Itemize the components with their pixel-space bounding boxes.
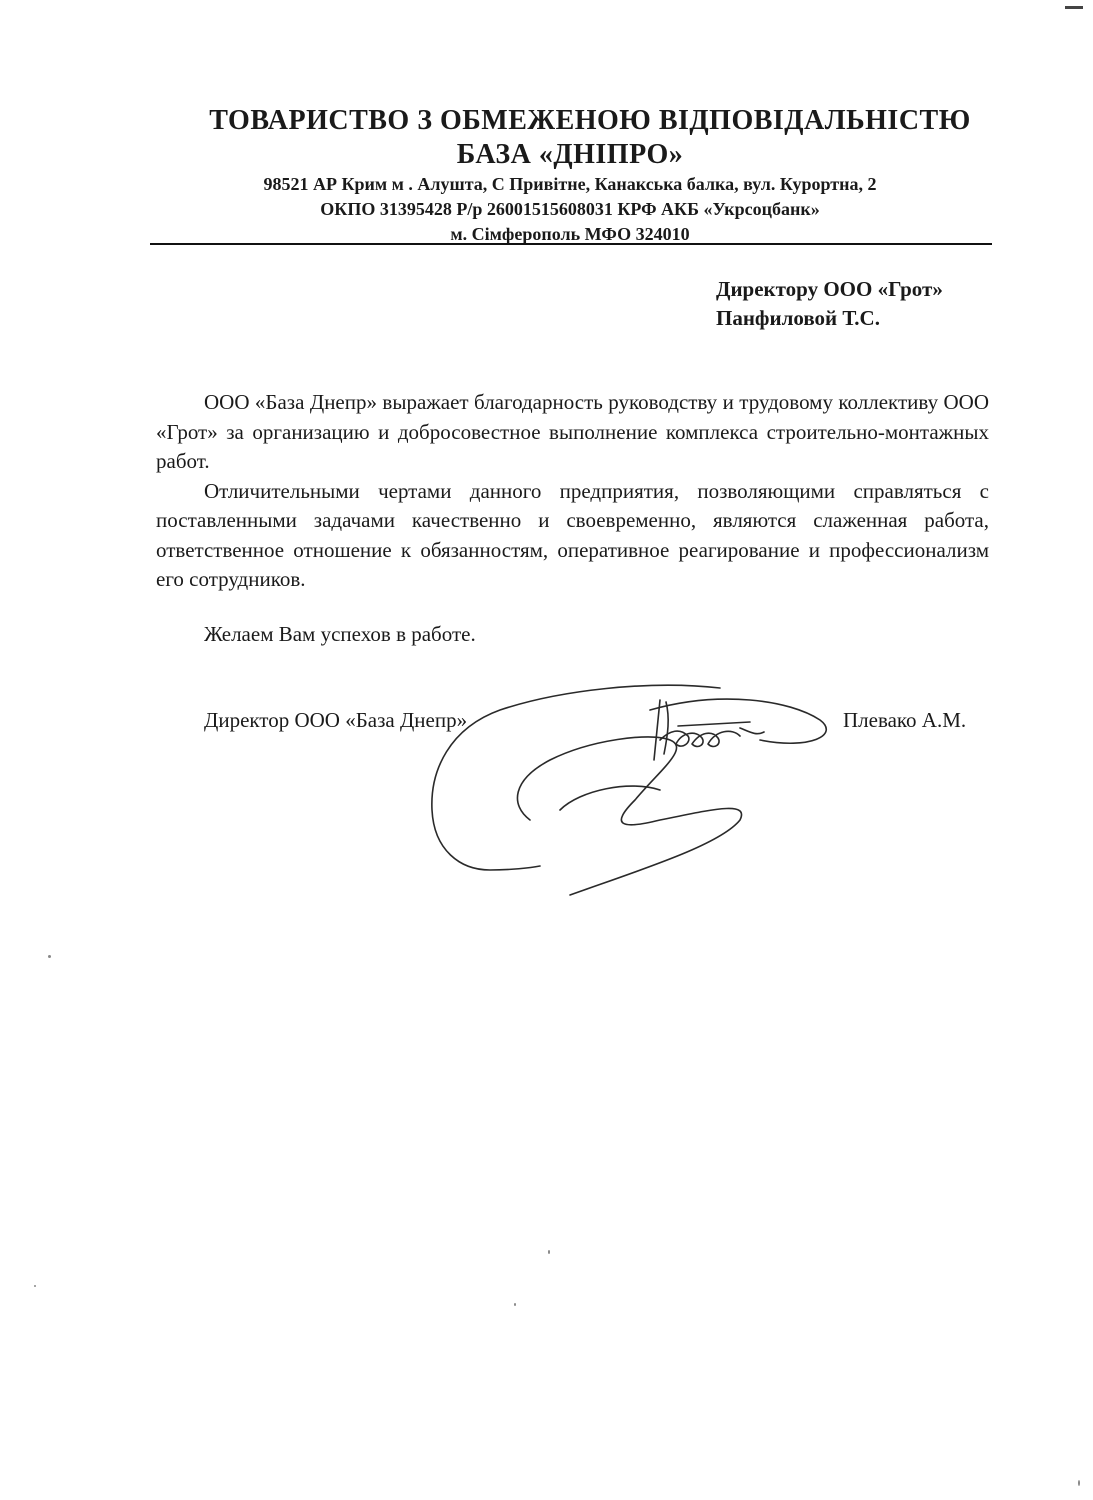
recipient-block [716, 275, 943, 333]
scan-corner-mark [1065, 6, 1083, 9]
scan-speck [1078, 1480, 1080, 1486]
signatory-title: Директор ООО «База Днепр» [204, 708, 468, 732]
body-paragraph-1: ООО «База Днепр» выражает благодарность руководству и трудовому коллективу ООО «Грот» за организацию и добросовестное выполнение комплекса строительно-монтажных работ. [156, 390, 989, 473]
letterhead-divider [150, 243, 992, 245]
recipient-line1: Директору ООО «Грот» [716, 277, 943, 301]
letterhead [150, 104, 990, 247]
org-bank-city: м. Сімферополь МФО 324010 [450, 224, 690, 244]
scan-speck [48, 955, 51, 958]
org-bank-details: ОКПО 31395428 Р/р 26001515608031 КРФ АКБ «Укрсоцбанк» [320, 199, 820, 219]
letter-body [156, 388, 989, 595]
closing-wish: Желаем Вам успехов в работе. [204, 622, 476, 646]
scan-speck [34, 1285, 36, 1287]
recipient-line2: Панфиловой Т.С. [716, 306, 880, 330]
org-name-line2: БАЗА «ДНІПРО» [456, 139, 684, 170]
body-paragraph-2: Отличительными чертами данного предприятия, позволяющими справляться с поставленными задачами качественно и своевременно, являются слаженная работа, ответственное отношение к обязанностям, оперативное реагирование и профессионализм его сотрудников. [156, 478, 989, 591]
handwritten-signature [420, 670, 840, 910]
scan-speck [514, 1303, 516, 1306]
signatory-name: Плевако А.М. [843, 708, 967, 732]
scan-speck [548, 1250, 550, 1254]
org-address: 98521 АР Крим м . Алушта, С Привітне, Канакська балка, вул. Курортна, 2 [263, 174, 877, 194]
org-name-line1: ТОВАРИСТВО З ОБМЕЖЕНОЮ ВІДПОВІДАЛЬНІСТЮ [209, 105, 971, 136]
